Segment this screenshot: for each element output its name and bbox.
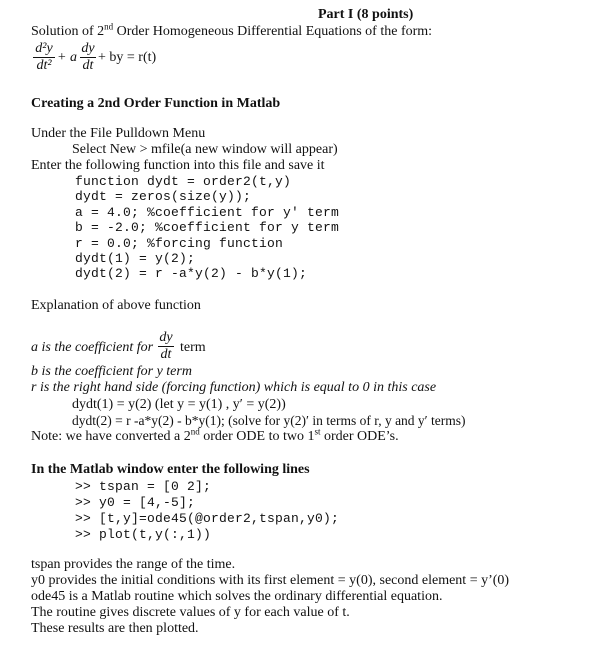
r-forcing-text: r is the right hand side (forcing function) which is equal to 0 in this case — [31, 380, 437, 395]
note-part: Note: we have converted a 2 — [31, 429, 191, 444]
code-line: b = -2.0; %coefficient for y term — [75, 220, 340, 235]
note-routine: The routine gives discrete values of y for each value of t. — [31, 605, 350, 620]
note-sup: nd — [190, 426, 200, 437]
a-coefficient-text: a is the coefficient for — [31, 340, 154, 355]
note-part: order ODE to two 1 — [199, 429, 315, 444]
note-y0: y0 provides the initial conditions with its first element = y(0), second element = y’(0) — [31, 573, 510, 588]
code-line: dydt = zeros(size(y)); — [75, 189, 252, 204]
note-part: order ODE’s. — [320, 429, 399, 444]
fraction-d2y-dt2 — [33, 42, 55, 73]
dydt2-explanation: dydt(2) = r -a*y(2) - b*y(1); (solve for y(2)′ in terms of r, y and y′ terms) — [72, 413, 466, 428]
code-line: dydt(2) = r -a*y(2) - b*y(1); — [75, 266, 308, 281]
note-tspan: tspan provides the range of the time. — [31, 557, 236, 572]
instruction-line-3: Enter the following function into this file and save it — [31, 158, 325, 173]
note-ode45: ode45 is a Matlab routine which solves the ordinary differential equation. — [31, 589, 443, 604]
intro-lead: Solution of 2 — [31, 24, 105, 39]
a-term-text: term — [180, 340, 206, 355]
instruction-line-1: Under the File Pulldown Menu — [31, 126, 206, 141]
note-plotted: These results are then plotted. — [31, 621, 199, 636]
command-line: >> [t,y]=ode45(@order2,tspan,y0); — [75, 511, 340, 526]
b-coefficient-text: b is the coefficient for y term — [31, 364, 192, 379]
eq-rest: + by = r(t) — [98, 50, 157, 65]
code-line: r = 0.0; %forcing function — [75, 236, 284, 251]
code-line: a = 4.0; %coefficient for y' term — [75, 205, 340, 220]
eq-num1: d²y — [35, 41, 53, 56]
note-line — [31, 426, 399, 444]
code-line: dydt(1) = y(2); — [75, 251, 196, 266]
section-heading-creating: Creating a 2nd Order Function in Matlab — [31, 96, 281, 111]
intro-line — [31, 21, 433, 39]
fraction-dy-dt — [80, 42, 96, 73]
command-line: >> plot(t,y(:,1)) — [75, 527, 212, 542]
explanation-heading: Explanation of above function — [31, 298, 201, 313]
eq-den2: dt — [82, 58, 94, 73]
fraction-dy-dt-inline — [158, 331, 174, 362]
eq-den1: dt² — [36, 58, 52, 73]
note-sup: st — [314, 426, 321, 437]
eq-plus-a: + a — [57, 50, 77, 65]
code-line: function dydt = order2(t,y) — [75, 174, 292, 189]
command-line: >> y0 = [4,-5]; — [75, 495, 196, 510]
instruction-line-2: Select New > mfile(a new window will appear) — [72, 142, 338, 157]
intro-sup: nd — [104, 21, 114, 32]
part-title: Part I (8 points) — [318, 7, 414, 22]
command-line: >> tspan = [0 2]; — [75, 479, 212, 494]
intro-tail: Order Homogeneous Differential Equations of the form: — [113, 24, 433, 39]
a-den: dt — [160, 347, 172, 362]
section-heading-matlab-window: In the Matlab window enter the following lines — [31, 462, 310, 477]
eq-num2: dy — [81, 41, 95, 56]
dydt1-explanation: dydt(1) = y(2) (let y = y(1) , y′ = y(2)) — [72, 397, 286, 412]
a-num: dy — [159, 330, 173, 345]
